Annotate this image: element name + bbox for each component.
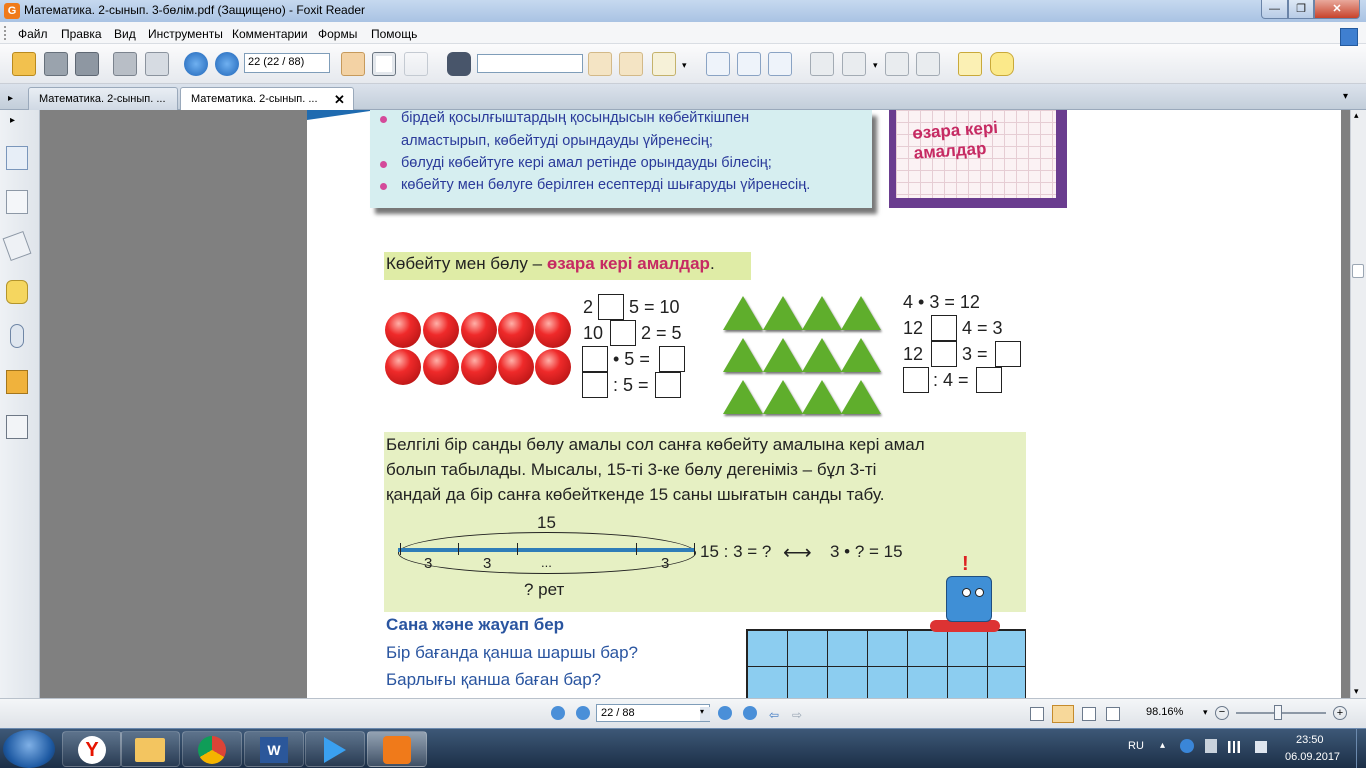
hand-tool-icon[interactable] [341, 52, 365, 76]
maximize-button[interactable]: ❐ [1288, 0, 1314, 19]
single-page-view-icon[interactable] [1030, 707, 1044, 721]
note-card-text: өзара кері амалдар [911, 117, 999, 163]
question-1: Бір бағанда қанша шаршы бар? [386, 643, 638, 662]
select-text-icon[interactable] [372, 52, 396, 76]
page-dropdown-icon[interactable]: ▾ [700, 707, 710, 721]
tray-volume-icon[interactable] [1255, 741, 1267, 753]
pdf-convert-icon[interactable] [842, 52, 866, 76]
green-triangle [723, 380, 763, 414]
scroll-up-icon[interactable]: ▴ [1354, 110, 1359, 120]
taskbar-chrome-icon[interactable] [182, 731, 242, 767]
dropdown-arrow-icon-2[interactable]: ▾ [873, 60, 878, 70]
answer-box [659, 346, 685, 372]
taskbar-word-icon[interactable]: W [244, 731, 304, 767]
red-ball [461, 349, 497, 385]
headline-emphasis: өзара кері амалдар [546, 254, 710, 273]
pdf-create-icon[interactable] [810, 52, 834, 76]
answer-box [976, 367, 1002, 393]
answer-box [655, 372, 681, 398]
tab-document-2-active[interactable]: Математика. 2-сынып. ... [180, 87, 354, 110]
scroll-down-icon[interactable]: ▾ [1354, 686, 1359, 696]
ball-eq-1-a: 2 [583, 297, 594, 317]
answer-box [995, 341, 1021, 367]
menu-view[interactable]: Вид [114, 27, 136, 41]
note-comment-icon[interactable] [990, 52, 1014, 76]
continuous-facing-view-icon[interactable] [1106, 707, 1120, 721]
green-triangle [802, 296, 842, 330]
taskbar-yandex-icon[interactable]: Y [62, 731, 122, 767]
goal-line-4: көбейту мен бөлуге берілген есептерді шығаруды үйренесің. [401, 177, 811, 193]
goal-line-3: бөлуді көбейтуге кері амал ретінде орындауды білесің; [401, 155, 772, 171]
fit-width-icon[interactable] [768, 52, 792, 76]
next-page-icon[interactable] [215, 52, 239, 76]
diagram-segment-1: 3 [424, 555, 433, 572]
vertical-scrollbar[interactable] [1350, 110, 1366, 698]
tab-list-icon[interactable]: ▾ [1343, 91, 1349, 102]
menu-edit[interactable]: Правка [61, 27, 102, 41]
prev-page-status-icon[interactable] [576, 706, 590, 720]
answer-box [903, 367, 929, 393]
green-triangle [763, 338, 803, 372]
tab-close-icon[interactable]: ✕ [334, 92, 345, 107]
goal-line-1: бірдей қосылғыштардың қосындысын көбейткішпен [401, 110, 750, 126]
info-line-1: Белгілі бір санды бөлу амалы сол санға көбейту амалына кері амал [386, 435, 925, 454]
comments-panel-icon[interactable] [6, 280, 28, 304]
green-triangle [841, 296, 881, 330]
minimize-button[interactable]: — [1261, 0, 1288, 19]
headline-suffix: . [709, 254, 715, 273]
menu-tools[interactable]: Инструменты [148, 27, 223, 41]
red-ball [423, 349, 459, 385]
signature-panel-icon[interactable] [6, 415, 28, 439]
window-title: Математика. 2-сынып. 3-бөлім.pdf (Защищено) - Foxit Reader [24, 3, 366, 17]
foxit-app-icon[interactable]: G [4, 3, 20, 19]
scroll-thumb[interactable] [1352, 264, 1364, 278]
goal-bullet [380, 183, 387, 190]
taskbar-foxit-icon[interactable] [367, 731, 427, 767]
forward-arrow-icon[interactable]: ⇨ [792, 708, 803, 722]
red-ball [535, 312, 571, 348]
green-triangle [841, 380, 881, 414]
back-arrow-icon[interactable]: ⇦ [769, 708, 780, 722]
tri-eq-3-b: 3 = [962, 344, 988, 364]
tri-eq-1: 4 • 3 = 12 [903, 292, 980, 312]
info-line-3: қандай да бір санға көбейткенде 15 саны шығатын санды табу. [386, 485, 885, 504]
answer-box [598, 294, 624, 320]
green-triangle [802, 380, 842, 414]
green-triangle [723, 296, 763, 330]
status-page-input[interactable]: 22 / 88 [596, 704, 710, 722]
panel-expand-icon[interactable]: ▸ [10, 115, 16, 126]
continuous-view-icon[interactable] [1052, 705, 1074, 723]
tray-network-icon[interactable] [1228, 741, 1244, 753]
grip-icon [4, 26, 10, 40]
section-title: Сана және жауап бер [386, 615, 565, 634]
tri-eq-2-a: 12 [903, 318, 924, 338]
pdf-export-icon[interactable] [916, 52, 940, 76]
pdf-edit-icon[interactable] [885, 52, 909, 76]
robot-exclamation: ! [962, 553, 969, 575]
red-ball [423, 312, 459, 348]
bookmarks-panel-icon[interactable] [6, 190, 28, 214]
ball-eq-2-a: 10 [583, 323, 604, 343]
zoom-slider-thumb[interactable] [1274, 705, 1282, 720]
question-2: Барлығы қанша баған бар? [386, 670, 602, 689]
security-lock-icon[interactable] [6, 370, 28, 394]
next-page-status-icon[interactable] [718, 706, 732, 720]
find-next-icon[interactable] [619, 52, 643, 76]
green-triangle [763, 296, 803, 330]
diagram-total-label: 15 [537, 513, 556, 532]
menu-forms[interactable]: Формы [318, 27, 358, 41]
red-ball [498, 312, 534, 348]
scan-icon[interactable] [145, 52, 169, 76]
double-arrow-icon: ⟷ [783, 542, 812, 564]
red-ball [535, 349, 571, 385]
robot-eye [975, 588, 984, 597]
tray-expand-icon[interactable]: ▴ [1160, 740, 1166, 751]
diagram-segment-last: 3 [661, 555, 670, 572]
zoom-in-icon[interactable]: + [1333, 706, 1347, 720]
print-icon[interactable] [113, 52, 137, 76]
headline [386, 254, 715, 274]
dropdown-arrow-icon[interactable]: ▾ [682, 60, 687, 70]
diagram-dots: ... [541, 555, 552, 570]
ball-eq-4-b: : 5 = [613, 375, 649, 395]
zoom-level[interactable]: 98.16% [1146, 706, 1184, 718]
text-tool-icon[interactable] [958, 52, 982, 76]
green-triangle [802, 338, 842, 372]
search-input[interactable] [477, 54, 583, 73]
ball-eq-1-b: 5 = 10 [629, 297, 680, 317]
pointer-icon[interactable] [404, 52, 428, 76]
input-language-indicator[interactable]: RU [1128, 740, 1144, 752]
green-triangle [841, 338, 881, 372]
menu-file[interactable]: Файл [18, 27, 48, 41]
fullscreen-icon[interactable] [1340, 28, 1358, 46]
green-triangle [723, 338, 763, 372]
zoom-100-icon[interactable] [706, 52, 730, 76]
diagram-segment-2: 3 [483, 555, 492, 572]
zoom-dropdown-icon[interactable]: ▾ [1203, 707, 1208, 717]
highlight-icon[interactable] [652, 52, 676, 76]
robot-character-icon [946, 576, 992, 622]
show-desktop-button[interactable] [1356, 728, 1366, 768]
diagram-number-line [398, 548, 694, 552]
division-equation: 15 : 3 = ? [700, 542, 772, 561]
page-number-input[interactable]: 22 (22 / 88) [244, 53, 330, 73]
diagram-tick [636, 543, 637, 555]
answer-box [931, 315, 957, 341]
close-window-button[interactable]: ✕ [1314, 0, 1360, 19]
attachments-panel-icon[interactable] [10, 324, 24, 348]
facing-view-icon[interactable] [1082, 707, 1096, 721]
save-icon[interactable] [44, 52, 68, 76]
taskbar-media-player-icon[interactable] [305, 731, 365, 767]
info-box [384, 432, 1026, 612]
save-all-icon[interactable] [75, 52, 99, 76]
find-binoculars-icon[interactable] [447, 52, 471, 76]
green-triangle [763, 380, 803, 414]
find-prev-icon[interactable] [588, 52, 612, 76]
tray-browser-icon[interactable] [1180, 739, 1194, 753]
headline-prefix: Көбейту мен бөлу – [386, 254, 547, 273]
tri-eq-2-b: 4 = 3 [962, 318, 1003, 338]
diagram-times-label: ? рет [524, 580, 565, 599]
answer-box [582, 346, 608, 372]
taskbar-explorer-icon[interactable] [120, 731, 180, 767]
diagram-tick [458, 543, 459, 555]
goal-bullet [380, 116, 387, 123]
open-folder-icon[interactable] [12, 52, 36, 76]
answer-box [610, 320, 636, 346]
last-page-icon[interactable] [743, 706, 757, 720]
fit-page-icon[interactable] [737, 52, 761, 76]
squares-grid [746, 629, 1026, 699]
goal-line-2: алмастырып, көбейтуді орындауды үйренесің; [401, 133, 713, 149]
clock-time[interactable]: 23:50 [1296, 734, 1324, 746]
prev-page-icon[interactable] [184, 52, 208, 76]
diagram-tick [400, 543, 401, 555]
ball-eq-3-b: • 5 = [613, 349, 650, 369]
menu-comments[interactable]: Комментарии [232, 27, 308, 41]
answer-box [582, 372, 608, 398]
pages-panel-icon[interactable] [6, 146, 28, 170]
diagram-tick [517, 543, 518, 555]
tray-flag-icon[interactable] [1205, 739, 1217, 753]
red-ball [461, 312, 497, 348]
robot-eye [962, 588, 971, 597]
red-ball [385, 349, 421, 385]
red-ball [498, 349, 534, 385]
tri-eq-4-b: : 4 = [933, 370, 969, 390]
tab-document-1[interactable]: Математика. 2-сынып. ... [28, 87, 178, 110]
first-page-icon[interactable] [551, 706, 565, 720]
red-ball [385, 312, 421, 348]
menu-help[interactable]: Помощь [371, 27, 418, 41]
zoom-out-icon[interactable]: − [1215, 706, 1229, 720]
ball-eq-2-b: 2 = 5 [641, 323, 682, 343]
goal-bullet [380, 161, 387, 168]
tab-scroll-left-icon[interactable]: ▸ [8, 93, 14, 104]
tri-eq-3-a: 12 [903, 344, 924, 364]
clock-date[interactable]: 06.09.2017 [1285, 751, 1341, 763]
start-button-icon[interactable] [3, 730, 55, 768]
diagram-tick [694, 543, 695, 555]
multiplication-equation: 3 • ? = 15 [830, 542, 903, 561]
answer-box [931, 341, 957, 367]
info-line-2: болып табылады. Мысалы, 15-ті 3-ке бөлу дегеніміз – бұл 3-ті [386, 460, 877, 479]
